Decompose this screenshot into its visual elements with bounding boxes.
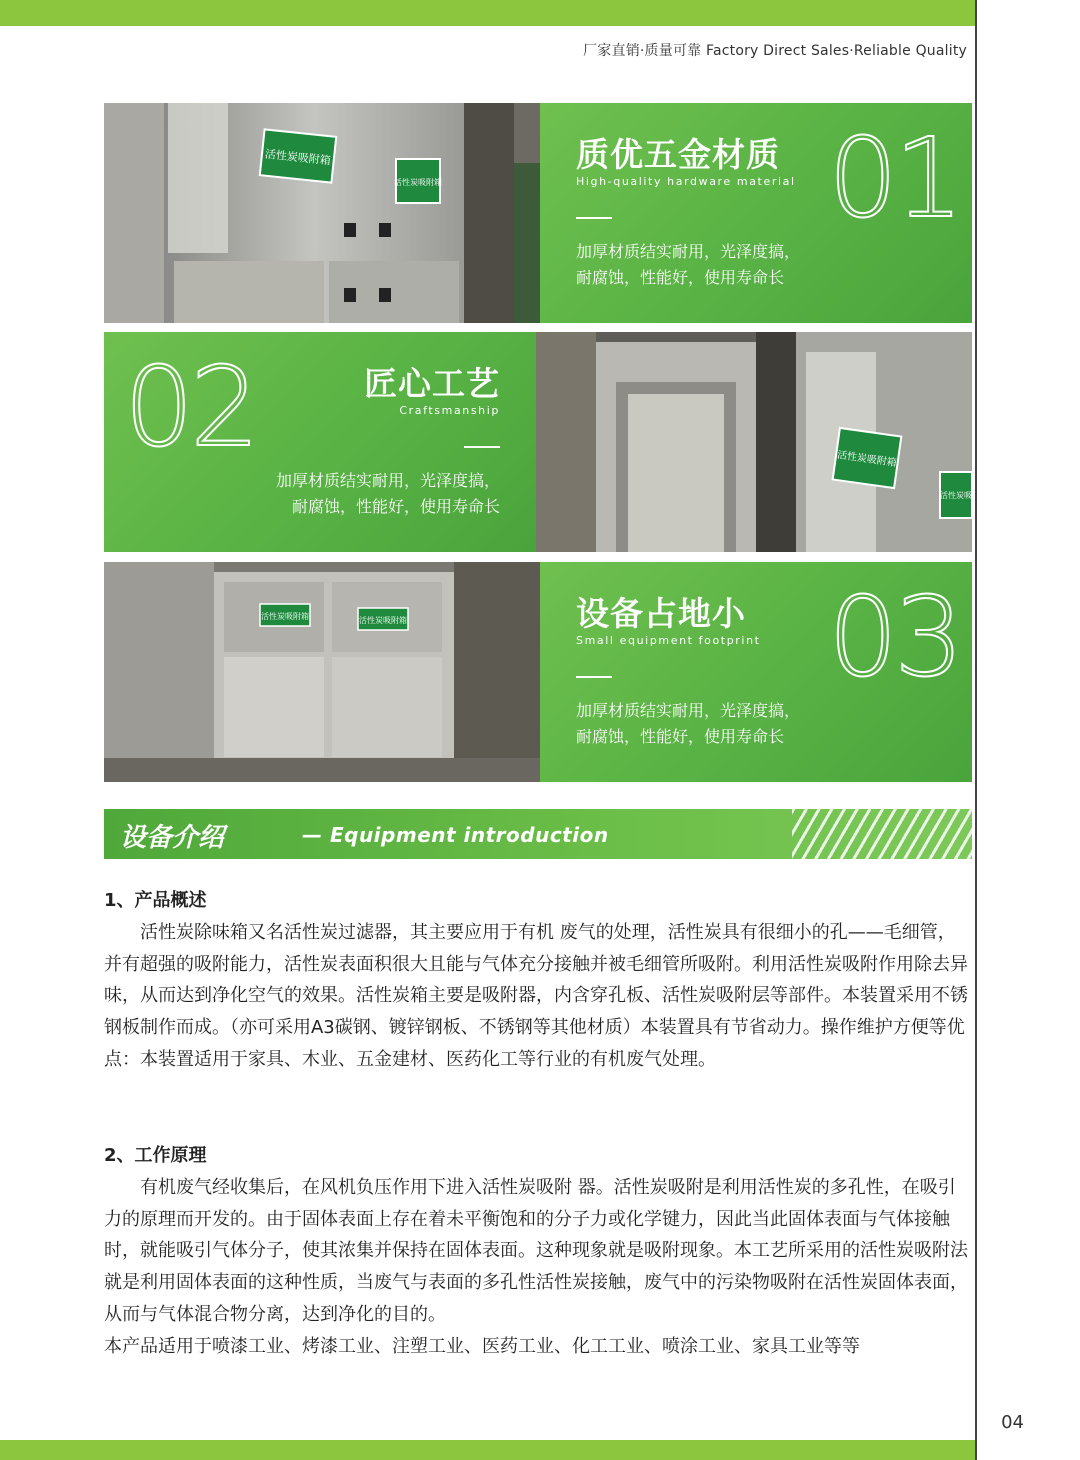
feature-subtitle: High-quality hardware material — [576, 175, 796, 188]
svg-text:活性炭吸附箱: 活性炭吸附箱 — [359, 616, 407, 625]
feature-panel-03 — [540, 562, 972, 782]
principle-application: 本产品适用于喷漆工业、烤漆工业、注塑工业、医药工业、化工工业、喷涂工业、家具工业等等 — [104, 1335, 860, 1357]
svg-text:活性炭吸: 活性炭吸 — [940, 491, 972, 500]
feature-panel-01 — [540, 103, 972, 323]
feature-number: 02 — [124, 343, 256, 471]
equipment-sign — [940, 472, 972, 518]
equipment-sign — [833, 428, 902, 488]
feature-subtitle: Small equipment footprint — [576, 634, 761, 647]
feature-number: 01 — [828, 114, 960, 242]
svg-text:活性炭吸附箱: 活性炭吸附箱 — [394, 178, 442, 187]
equipment-sign — [260, 129, 336, 182]
feature-photo-02 — [536, 332, 972, 552]
principle-paragraph: 有机废气经收集后，在风机负压作用下进入活性炭吸附 器。活性炭吸附是利用活性炭的多孔性，在吸引力的原理而开发的。由于固体表面上存在着未平衡饱和的分子力或化学键力，因此当此固体表面与气体接触时，就能吸引气体分子，使其浓集并保持在固体表面。这种现象就是吸附现象。本工艺所采用的活性炭吸附法就是利用固体表面的这种性质，当废气与表面的多孔性活性炭接触，废气中的污染物吸附在活性炭固体表面，从而与气体混合物分离，达到净化的目的。 — [104, 1176, 968, 1325]
feature-number: 03 — [828, 573, 960, 701]
svg-text:活性炭吸附箱: 活性炭吸附箱 — [264, 147, 332, 168]
feature-card-02 — [104, 332, 972, 552]
principle-section — [104, 1140, 970, 1363]
top-accent-bar — [0, 0, 975, 26]
feature-card-03 — [104, 562, 972, 782]
feature-desc-line2: 耐腐蚀，性能好，使用寿命长 — [576, 727, 785, 746]
feature-title: 质优五金材质 — [576, 135, 780, 174]
bottom-accent-bar — [0, 1440, 975, 1460]
svg-text:活性炭吸附箱: 活性炭吸附箱 — [261, 612, 309, 621]
equipment-sign — [260, 604, 310, 626]
feature-photo-01 — [104, 103, 540, 323]
feature-title: 匠心工艺 — [364, 364, 500, 403]
principle-heading: 2、工作原理 — [104, 1145, 207, 1166]
feature-photo-03 — [104, 562, 540, 782]
feature-desc-line1: 加厚材质结实耐用，光泽度搞， — [275, 471, 500, 490]
overview-section — [104, 885, 970, 1076]
feature-panel-02 — [104, 332, 536, 552]
decorative-stripes — [792, 809, 972, 859]
section-title-en: — Equipment introduction — [302, 823, 609, 847]
overview-paragraph: 活性炭除味箱又名活性炭过滤器，其主要应用于有机 废气的处理，活性炭具有很细小的孔——毛细管，并有超强的吸附能力，活性炭表面积很大且能与气体充分接触并被毛细管所吸附。利用活性炭吸附作用除去异味，从而达到净化空气的效果。活性炭箱主要是吸附器，内含穿孔板、活性炭吸附层等部件。本装置采用不锈钢板制作而成。（亦可采用A3碳钢、镀锌钢板、不锈钢等其他材质）本装置具有节省动力。操作维护方便等优点：本装置适用于家具、木业、五金建材、医药化工等行业的有机废气处理。 — [104, 921, 968, 1070]
feature-divider — [576, 676, 612, 678]
section-banner — [104, 809, 972, 859]
feature-desc-line2: 耐腐蚀，性能好，使用寿命长 — [291, 497, 500, 516]
equipment-sign — [394, 159, 442, 203]
overview-heading: 1、产品概述 — [104, 890, 207, 911]
right-margin-strip — [975, 0, 1080, 1460]
feature-divider — [576, 217, 612, 219]
feature-title: 设备占地小 — [576, 594, 746, 633]
header-tagline: 厂家直销·质量可靠 Factory Direct Sales·Reliable Quality — [583, 43, 967, 59]
feature-desc-line1: 加厚材质结实耐用，光泽度搞， — [576, 701, 801, 720]
feature-desc-line1: 加厚材质结实耐用，光泽度搞， — [576, 242, 801, 261]
feature-card-01 — [104, 103, 972, 323]
feature-divider — [464, 446, 500, 448]
feature-subtitle: Craftsmanship — [399, 404, 500, 417]
feature-desc-line2: 耐腐蚀，性能好，使用寿命长 — [576, 268, 785, 287]
equipment-sign — [358, 608, 408, 630]
section-title: 设备介绍 — [120, 823, 225, 853]
svg-text:活性炭吸附箱: 活性炭吸附箱 — [836, 449, 898, 470]
page-number: 04 — [1001, 1412, 1024, 1433]
